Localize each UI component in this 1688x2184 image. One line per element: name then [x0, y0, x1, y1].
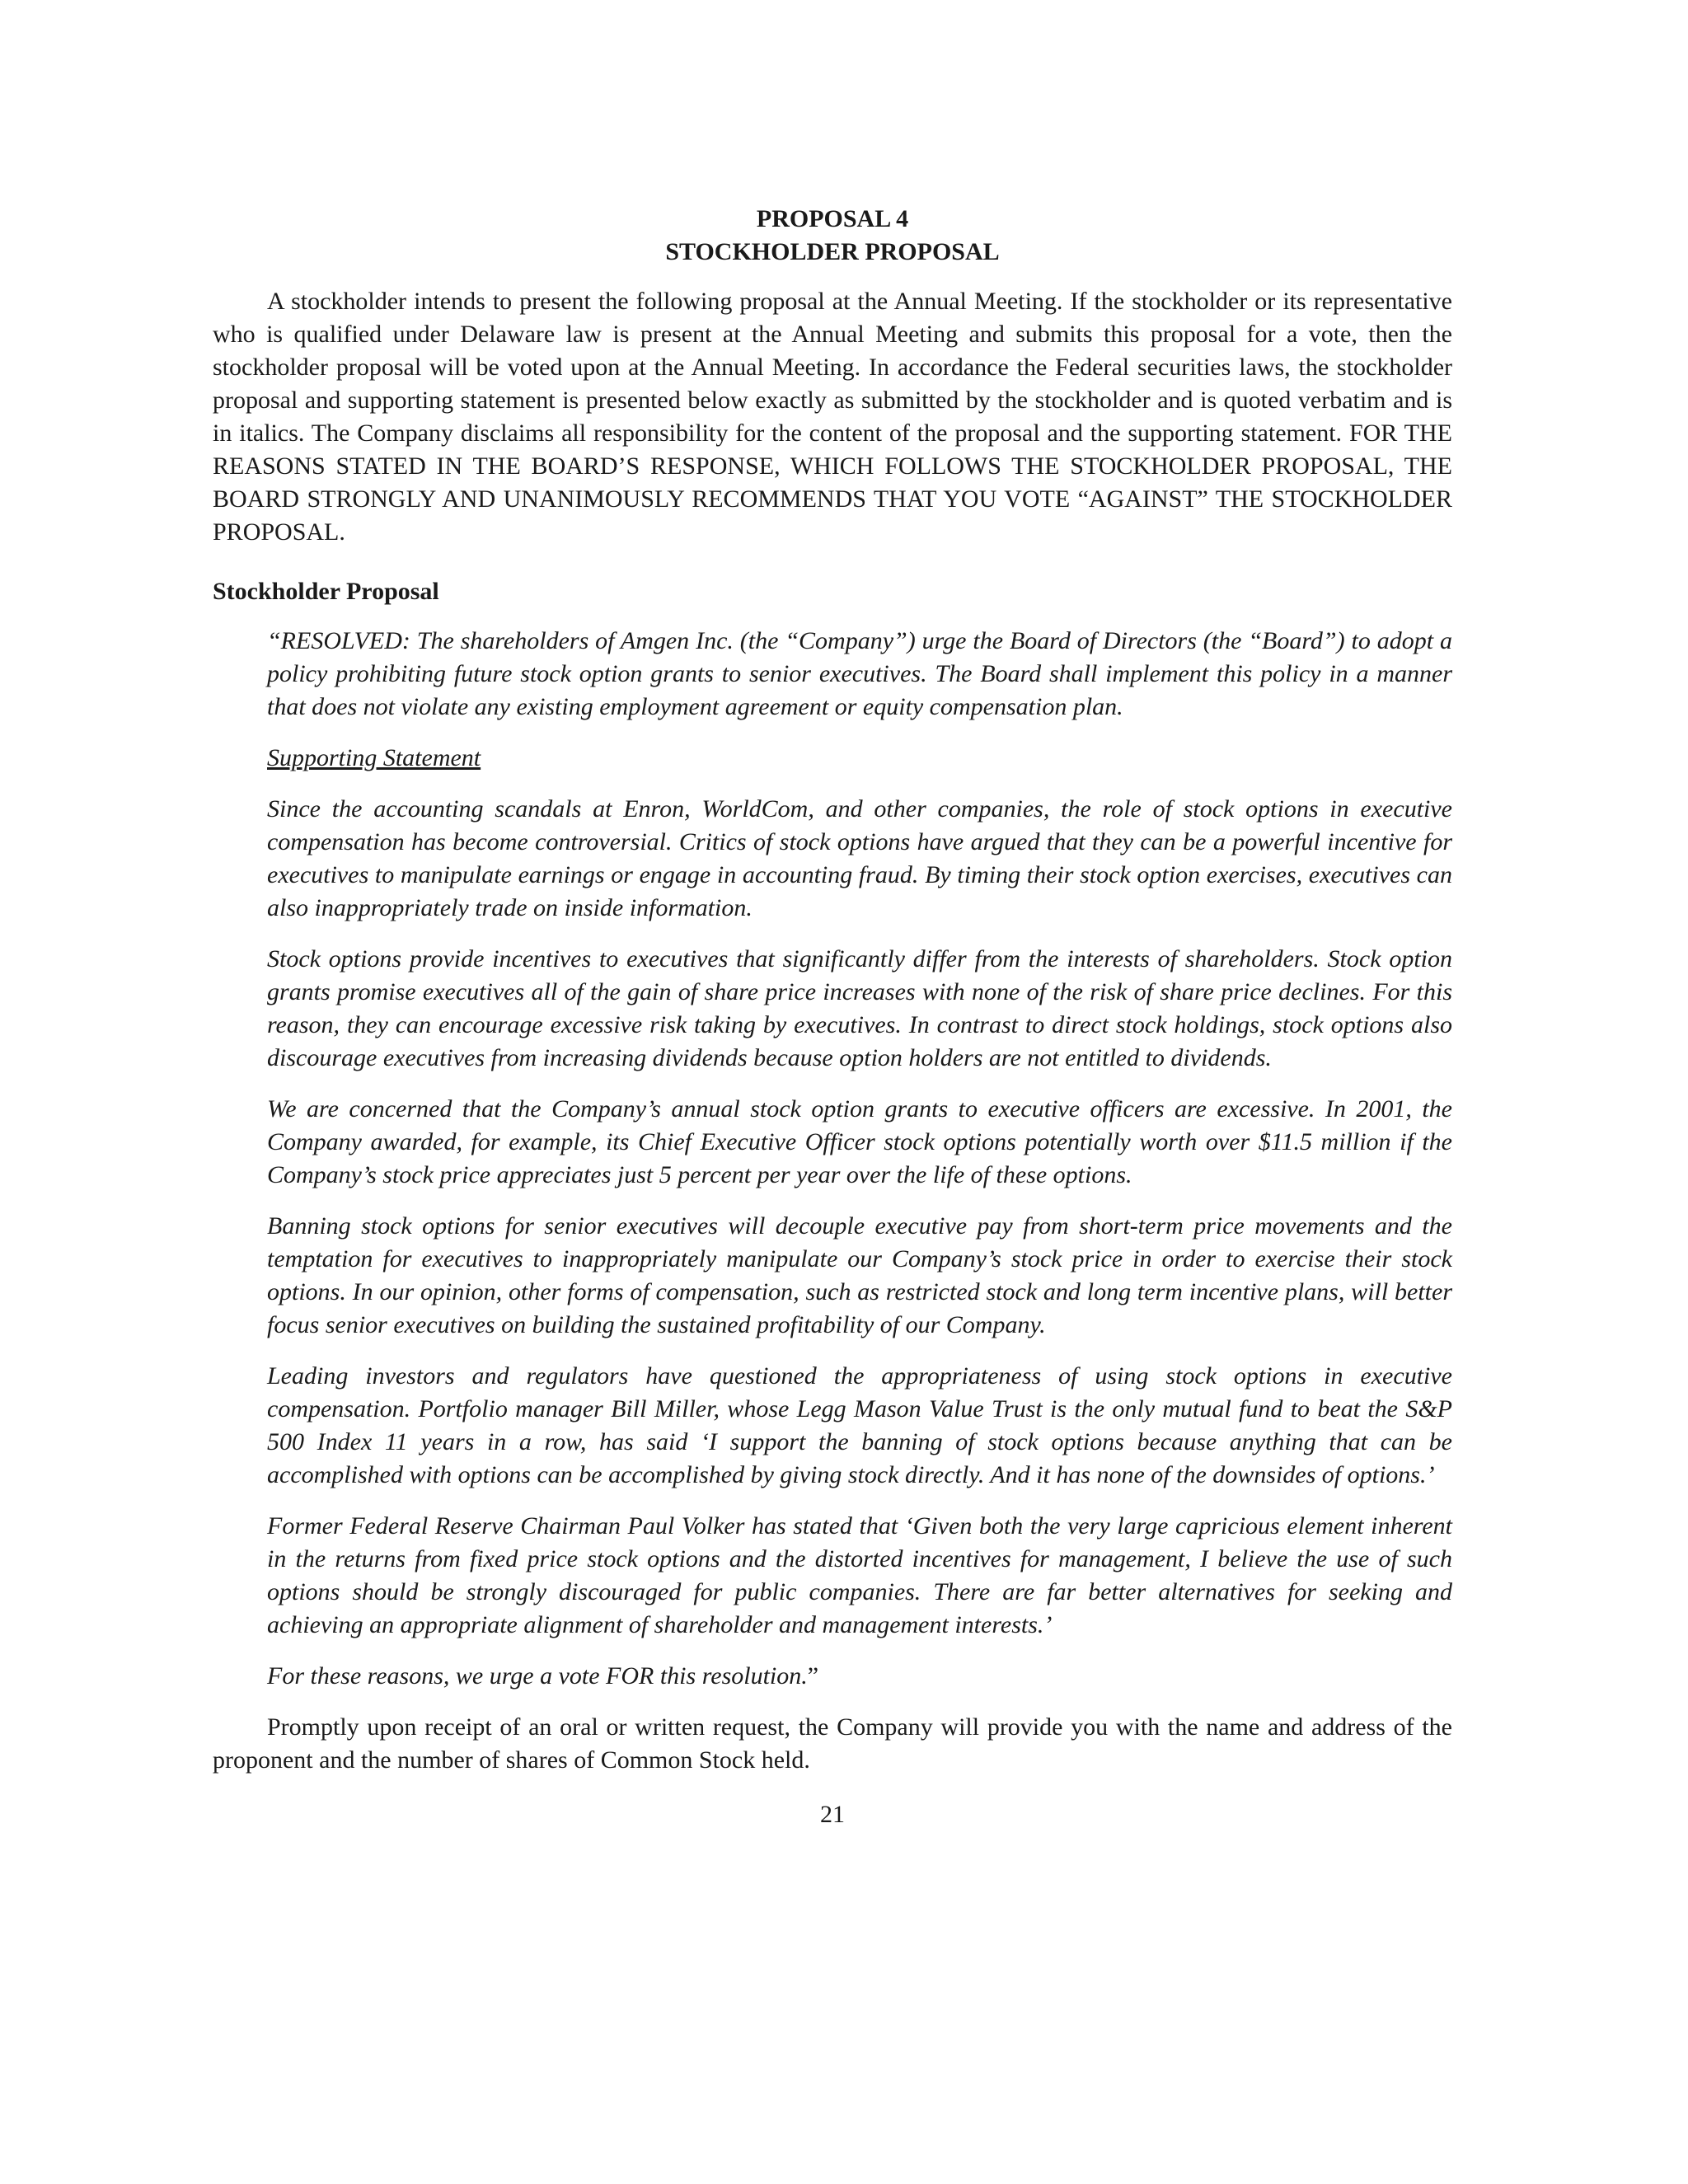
- closing-quote-mark: ”: [807, 1662, 819, 1690]
- document-page: [213, 203, 1452, 1831]
- supporting-paragraph: Former Federal Reserve Chairman Paul Volker has stated that ‘Given both the very large capricious element inherent in the returns from fixed price stock options and the distorted incentives for management, I believe the use of such options should be strongly discouraged for public companies. There are far better alternatives for seeking and achieving an appropriate alignment of shareholder and management interests.’: [267, 1512, 1452, 1638]
- supporting-paragraph: Stock options provide incentives to executives that significantly differ from the interests of shareholders. Stock option grants promise executives all of the gain of share price increases with none of the risk of share price declines. For this reason, they can encourage excessive risk taking by executives. In contrast to direct stock holdings, stock options also discourage executives from increasing dividends because option holders are not entitled to dividends.: [267, 945, 1452, 1071]
- supporting-statement-heading: Supporting Statement: [267, 744, 481, 771]
- intro-paragraph: A stockholder intends to present the following proposal at the Annual Meeting. If the stockholder or its representative who is qualified under Delaware law is present at the Annual Meeting and submits this proposal for a vote, then the stockholder proposal will be voted upon at the Annual Meeting. In accordance the Federal securities laws, the stockholder proposal and supporting statement is presented below exactly as submitted by the stockholder and is quoted verbatim and is in italics. The Company disclaims all responsibility for the content of the proposal and the supporting statement. FOR THE REASONS STATED IN THE BOARD’S RESPONSE, WHICH FOLLOWS THE STOCKHOLDER PROPOSAL, THE BOARD STRONGLY AND UNANIMOUSLY RECOMMENDS THAT YOU VOTE “AGAINST” THE STOCKHOLDER PROPOSAL.: [213, 288, 1452, 546]
- proposal-quote: [267, 625, 1452, 1693]
- page-number: 21: [820, 1801, 845, 1828]
- closing-paragraph: Promptly upon receipt of an oral or written request, the Company will provide you with the name and address of the proponent and the number of shares of Common Stock held.: [213, 1713, 1452, 1774]
- supporting-paragraph: We are concerned that the Company’s annual stock option grants to executive officers are excessive. In 2001, the Company awarded, for example, its Chief Executive Officer stock options potentially worth over $11.5 million if the Company’s stock price appreciates just 5 percent per year over the life of these options.: [267, 1095, 1452, 1188]
- supporting-paragraph: Banning stock options for senior executives will decouple executive pay from short-term price movements and the temptation for executives to inappropriately manipulate our Company’s stock price in order to exercise their stock options. In our opinion, other forms of compensation, such as restricted stock and long term incentive plans, will better focus senior executives on building the sustained profitability of our Company.: [267, 1212, 1452, 1338]
- final-resolution-line: [267, 1660, 1452, 1693]
- supporting-paragraph: Since the accounting scandals at Enron, WorldCom, and other companies, the role of stock options in executive compensation has become controversial. Critics of stock options have argued that they can be a powerful incentive for executives to manipulate earnings or engage in accounting fraud. By timing their stock option exercises, executives can also inappropriately trade on inside information.: [267, 795, 1452, 921]
- proposal-title-heading: STOCKHOLDER PROPOSAL: [665, 238, 1000, 265]
- resolved-paragraph: “RESOLVED: The shareholders of Amgen Inc. (the “Company”) urge the Board of Directors (the “Board”) to adopt a policy prohibiting future stock option grants to senior executives. The Board shall implement this policy in a manner that does not violate any existing employment agreement or equity compensation plan.: [267, 627, 1452, 720]
- final-resolution-text: For these reasons, we urge a vote FOR this resolution.: [267, 1662, 808, 1690]
- supporting-paragraph: Leading investors and regulators have questioned the appropriateness of using stock options in executive compensation. Portfolio manager Bill Miller, whose Legg Mason Value Trust is the only mutual fund to beat the S&P 500 Index 11 years in a row, has said ‘I support the banning of stock options because anything that can be accomplished with options can be accomplished by giving stock directly. And it has none of the downsides of options.’: [267, 1362, 1452, 1488]
- section-title: Stockholder Proposal: [213, 578, 439, 605]
- proposal-number-heading: PROPOSAL 4: [756, 205, 909, 232]
